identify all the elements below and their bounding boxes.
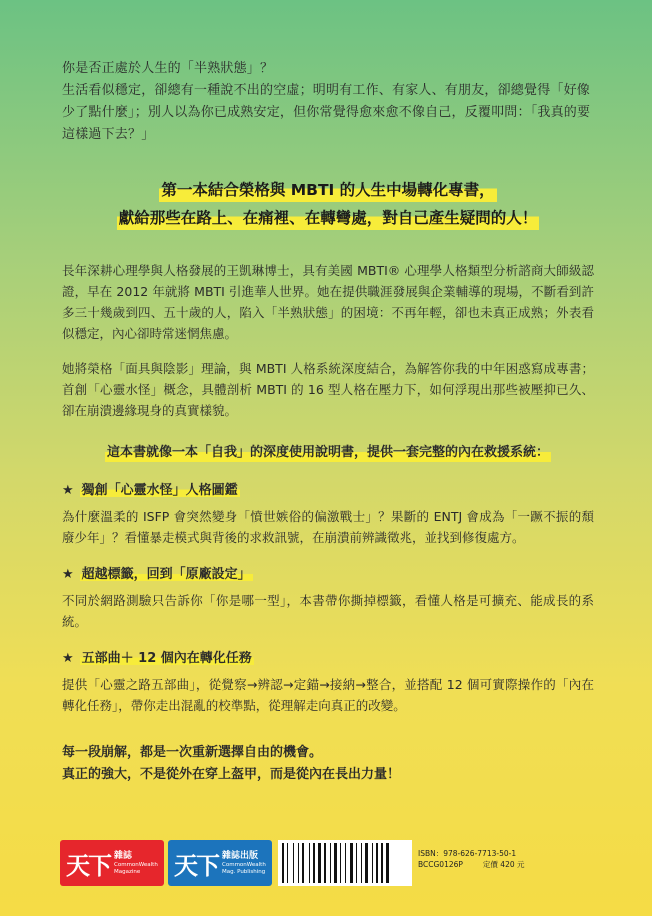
headline (62, 176, 594, 232)
headline-line-2: 獻給那些在路上、在痛裡、在轉彎處，對自己產生疑問的人！ (117, 204, 540, 232)
barcode-bar (309, 843, 310, 883)
mid-highlight-text: 這本書就像一本「自我」的深度使用說明書，提供一套完整的內在救援系統： (105, 442, 551, 464)
feature-title-text: 超越標籤，回到「原廠設定」 (81, 567, 251, 582)
barcode (278, 840, 412, 886)
barcode-bar (376, 843, 378, 883)
feature-title (62, 480, 594, 502)
star-icon: ★ (62, 483, 74, 498)
concept-paragraph: 她將榮格「面具與陰影」理論，與 MBTI 人格系統深度結合，為解答你我的中年困惑寫成專書；首創「心靈水怪」概念，具體剖析 MBTI 的 16 型人格在壓力下，如何浮現出那些被壓抑已久、卻在崩潰邊緣現身的真實樣貌。 (62, 361, 594, 418)
barcode-bar (340, 843, 341, 883)
commonwealth-magazine-logo (60, 840, 164, 886)
barcode-bar (313, 843, 315, 883)
barcode-bar (365, 843, 368, 883)
barcode-bar (386, 843, 389, 883)
back-cover-text (62, 58, 594, 786)
barcode-bar (345, 843, 346, 883)
isbn-block (418, 848, 525, 870)
closing-statement (62, 742, 594, 786)
barcode-bar (381, 843, 383, 883)
barcode-bar (318, 843, 321, 883)
logo-english-1: CommonWealth (222, 861, 266, 868)
feature-title-text: 獨創「心靈水怪」人格圖鑑 (81, 483, 238, 498)
logo-subtitle: 雜誌出版 (222, 850, 259, 861)
barcode-bar (334, 843, 337, 883)
feature-item (62, 564, 594, 632)
feature-title (62, 564, 594, 586)
barcode-bar (361, 843, 362, 883)
closing-line-2: 真正的強大，不是從外在穿上盔甲，而是從內在長出力量！ (62, 767, 401, 782)
barcode-bar (287, 843, 288, 883)
logo-mark: 天下 (174, 850, 218, 880)
feature-item (62, 480, 594, 548)
headline-line-1: 第一本結合榮格與 MBTI 的人生中場轉化專書， (159, 176, 496, 204)
barcode-bar (330, 843, 331, 883)
barcode-bar (324, 843, 326, 883)
author-paragraph: 長年深耕心理學與人格發展的王凱琳博士，具有美國 MBTI® 心理學人格類型分析諮商大師級認證，早在 2012 年就將 MBTI 引進華人世界。她在提供職涯發展與企業輔導的現場，不斷看到許多三十幾歲到四、五十歲的人，陷入「半熟狀態」的困境：不再年輕，卻也未真正成熟；外表看似穩定，內心卻時常迷惘焦慮。 (62, 263, 594, 341)
star-icon: ★ (62, 567, 74, 582)
product-code: BCCG0126P (418, 860, 463, 869)
logo-mark: 天下 (66, 850, 110, 880)
feature-item (62, 648, 594, 716)
barcode-bar (372, 843, 373, 883)
feature-description: 提供「心靈之路五部曲」，從覺察→辨認→定錨→接納→整合，並搭配 12 個可實際操作的「內在轉化任務」，帶你走出混亂的校準點，從理解走向真正的改變。 (62, 677, 594, 713)
intro-paragraph: 生活看似穩定，卻總有一種說不出的空虛；明明有工作、有家人、有朋友，卻總覺得「好像少了點什麼」；別人以為你已成熟安定，但你常覺得愈來愈不像自己，反覆叩問：「我真的要這樣過下去？」 (62, 83, 591, 142)
mid-highlight (62, 441, 594, 464)
intro-section (62, 58, 594, 146)
logo-english-2: Magazine (114, 868, 141, 875)
barcode-bar (298, 843, 299, 883)
publisher-footer (60, 840, 592, 886)
logo-english-1: CommonWealth (114, 861, 158, 868)
barcode-bar (356, 843, 357, 883)
commonwealth-publishing-logo (168, 840, 272, 886)
feature-title (62, 648, 594, 670)
closing-line-1: 每一段崩解，都是一次重新選擇自由的機會。 (62, 745, 323, 760)
feature-description: 不同於網路測驗只告訴你「你是哪一型」，本書帶你撕掉標籤，看懂人格是可擴充、能成長的系統。 (62, 593, 594, 629)
logo-english-2: Mag. Publishing (222, 868, 266, 875)
feature-description: 為什麼溫柔的 ISFP 會突然變身「憤世嫉俗的偏激戰士」？果斷的 ENTJ 會成為「一蹶不振的頹廢少年」？看懂暴走模式與背後的求救訊號，在崩潰前辨識徵兆，並找到修復處方。 (62, 509, 594, 545)
barcode-bar (350, 843, 353, 883)
star-icon: ★ (62, 651, 74, 666)
barcode-bar (293, 843, 294, 883)
feature-title-text: 五部曲＋ 12 個內在轉化任務 (81, 651, 252, 666)
barcode-bar (282, 843, 284, 883)
intro-question: 你是否正處於人生的「半熟狀態」？ (62, 61, 274, 76)
logo-subtitle: 雜誌 (114, 850, 133, 861)
barcode-bar (302, 843, 304, 883)
isbn-text: ISBN：978-626-7713-50-1 (418, 849, 517, 858)
price-label: 定價 420 元 (482, 860, 525, 869)
